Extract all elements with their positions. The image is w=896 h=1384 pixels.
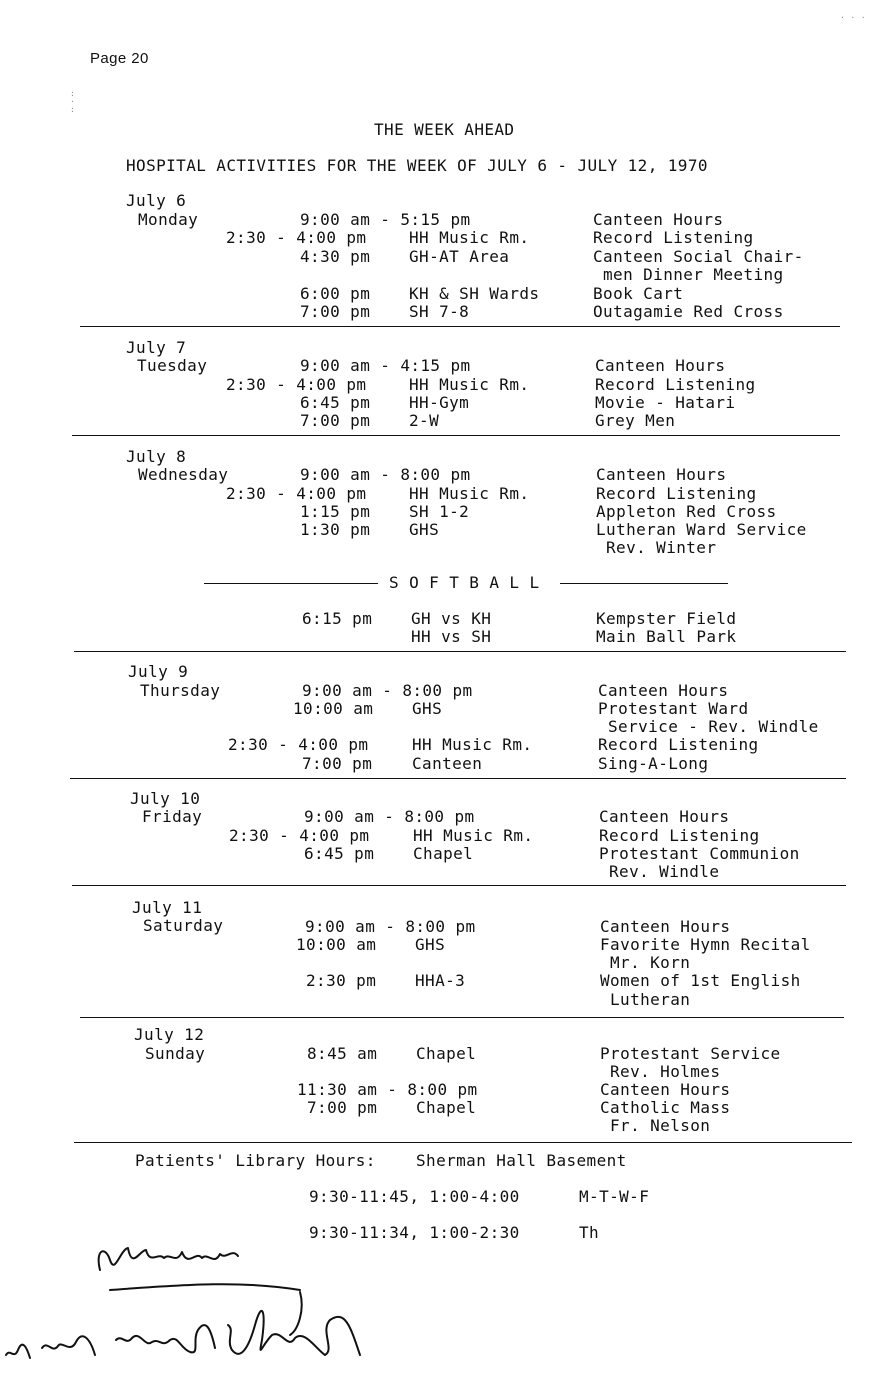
- day-date: July 7: [126, 338, 187, 357]
- page-subtitle: HOSPITAL ACTIVITIES FOR THE WEEK OF JULY 6 - JULY 12, 1970: [126, 156, 708, 175]
- event-time: 6:45 pm: [300, 393, 371, 412]
- event-time: 9:00 am - 5:15 pm: [300, 210, 471, 229]
- event-activity: Record Listening: [599, 826, 760, 845]
- event-time: 6:45 pm: [304, 844, 375, 863]
- event-place: HH-Gym: [409, 393, 470, 412]
- event-place: GHS: [415, 935, 446, 954]
- event-place: HH Music Rm.: [409, 484, 530, 503]
- event-place: SH 7-8: [409, 302, 470, 321]
- day-weekday: Wednesday: [138, 465, 229, 484]
- day-date: July 9: [128, 662, 189, 681]
- event-time: 2:30 - 4:00 pm: [229, 826, 370, 845]
- event-time: 9:00 am - 8:00 pm: [305, 917, 476, 936]
- event-place: Chapel: [416, 1098, 477, 1117]
- event-activity: Canteen Hours: [598, 681, 729, 700]
- event-activity-continued: men Dinner Meeting: [603, 265, 784, 284]
- day-date: July 10: [130, 789, 201, 808]
- event-activity-continued: Mr. Korn: [610, 953, 691, 972]
- event-place: Chapel: [413, 844, 474, 863]
- event-time: 6:15 pm: [302, 609, 373, 628]
- event-place: HH Music Rm.: [412, 735, 533, 754]
- event-activity: Outagamie Red Cross: [593, 302, 784, 321]
- softball-rule-right: [560, 583, 728, 584]
- event-activity-continued: Rev. Holmes: [610, 1062, 721, 1081]
- event-place: HH vs SH: [411, 627, 492, 646]
- section-divider: [72, 885, 846, 886]
- section-divider: [80, 1017, 844, 1018]
- library-hours-times: 9:30-11:34, 1:00-2:30: [309, 1223, 520, 1242]
- event-activity: Women of 1st English: [600, 971, 801, 990]
- event-time: 1:30 pm: [300, 520, 371, 539]
- event-time: 7:00 pm: [300, 411, 371, 430]
- event-place: SH 1-2: [409, 502, 470, 521]
- event-place: HH Music Rm.: [409, 375, 530, 394]
- event-activity: Canteen Social Chair-: [593, 247, 804, 266]
- softball-heading: S O F T B A L L: [389, 573, 540, 592]
- event-activity: Catholic Mass: [600, 1098, 731, 1117]
- event-activity: Kempster Field: [596, 609, 737, 628]
- event-time: 7:00 pm: [300, 302, 371, 321]
- event-activity: Movie - Hatari: [595, 393, 736, 412]
- event-activity-continued: Fr. Nelson: [610, 1116, 711, 1135]
- section-divider: [80, 326, 840, 327]
- day-weekday: Tuesday: [137, 356, 208, 375]
- event-place: KH & SH Wards: [409, 284, 540, 303]
- event-time: 9:00 am - 8:00 pm: [302, 681, 473, 700]
- event-activity: Protestant Communion: [599, 844, 800, 863]
- event-activity: Canteen Hours: [599, 807, 730, 826]
- event-time: 4:30 pm: [300, 247, 371, 266]
- event-place: Canteen: [412, 754, 483, 773]
- scan-specks: : · :: [70, 89, 76, 114]
- library-label: Patients' Library Hours:: [135, 1151, 376, 1170]
- event-place: GHS: [412, 699, 443, 718]
- library-location: Sherman Hall Basement: [416, 1151, 627, 1170]
- section-divider: [72, 435, 840, 436]
- softball-rule-left: [204, 583, 378, 584]
- event-time: 11:30 am - 8:00 pm: [297, 1080, 478, 1099]
- event-time: 10:00 am: [296, 935, 377, 954]
- event-place: GH vs KH: [411, 609, 492, 628]
- event-place: HHA-3: [415, 971, 466, 990]
- event-activity: Canteen Hours: [600, 917, 731, 936]
- event-time: 1:15 pm: [300, 502, 371, 521]
- section-divider: [70, 778, 846, 779]
- day-weekday: Sunday: [145, 1044, 206, 1063]
- event-activity-continued: Rev. Winter: [606, 538, 717, 557]
- event-activity: Record Listening: [595, 375, 756, 394]
- event-activity-continued: Lutheran: [610, 990, 691, 1009]
- day-date: July 12: [134, 1025, 205, 1044]
- day-weekday: Thursday: [140, 681, 221, 700]
- event-time: 2:30 - 4:00 pm: [226, 375, 367, 394]
- event-activity: Record Listening: [598, 735, 759, 754]
- event-activity: Book Cart: [593, 284, 684, 303]
- event-activity: Sing-A-Long: [598, 754, 709, 773]
- library-hours-days: M-T-W-F: [579, 1187, 650, 1206]
- event-place: 2-W: [409, 411, 440, 430]
- event-activity: Canteen Hours: [595, 356, 726, 375]
- scan-specks: · · ·: [840, 13, 867, 22]
- section-divider: [74, 651, 846, 652]
- day-weekday: Saturday: [143, 916, 224, 935]
- event-place: GHS: [409, 520, 440, 539]
- day-date: July 6: [126, 191, 187, 210]
- event-time: 2:30 - 4:00 pm: [226, 484, 367, 503]
- event-time: 6:00 pm: [300, 284, 371, 303]
- event-time: 9:00 am - 8:00 pm: [300, 465, 471, 484]
- event-activity: Record Listening: [593, 228, 754, 247]
- event-activity: Protestant Ward: [598, 699, 749, 718]
- event-time: 7:00 pm: [302, 754, 373, 773]
- event-place: GH-AT Area: [409, 247, 510, 266]
- event-activity: Canteen Hours: [596, 465, 727, 484]
- page-title: THE WEEK AHEAD: [374, 120, 515, 139]
- day-date: July 11: [132, 898, 203, 917]
- event-activity: Grey Men: [595, 411, 676, 430]
- event-activity: Canteen Hours: [600, 1080, 731, 1099]
- event-place: HH Music Rm.: [413, 826, 534, 845]
- event-time: 2:30 - 4:00 pm: [226, 228, 367, 247]
- event-activity-continued: Service - Rev. Windle: [608, 717, 819, 736]
- event-activity: Appleton Red Cross: [596, 502, 777, 521]
- event-time: 7:00 pm: [307, 1098, 378, 1117]
- section-divider: [74, 1142, 852, 1143]
- event-activity: Protestant Service: [600, 1044, 781, 1063]
- handwritten-signature: [0, 1230, 400, 1380]
- event-place: Chapel: [416, 1044, 477, 1063]
- event-time: 9:00 am - 4:15 pm: [300, 356, 471, 375]
- day-weekday: Monday: [138, 210, 199, 229]
- event-time: 2:30 - 4:00 pm: [228, 735, 369, 754]
- event-activity: Lutheran Ward Service: [596, 520, 807, 539]
- event-activity: Canteen Hours: [593, 210, 724, 229]
- day-weekday: Friday: [142, 807, 203, 826]
- page-number: Page 20: [90, 50, 149, 67]
- event-activity: Record Listening: [596, 484, 757, 503]
- library-hours-days: Th: [579, 1223, 600, 1242]
- event-activity: Favorite Hymn Recital: [600, 935, 811, 954]
- day-date: July 8: [126, 447, 187, 466]
- library-hours-times: 9:30-11:45, 1:00-4:00: [309, 1187, 520, 1206]
- event-time: 9:00 am - 8:00 pm: [304, 807, 475, 826]
- event-activity-continued: Rev. Windle: [609, 862, 720, 881]
- event-time: 8:45 am: [307, 1044, 378, 1063]
- event-place: HH Music Rm.: [409, 228, 530, 247]
- event-activity: Main Ball Park: [596, 627, 737, 646]
- event-time: 2:30 pm: [306, 971, 377, 990]
- event-time: 10:00 am: [293, 699, 374, 718]
